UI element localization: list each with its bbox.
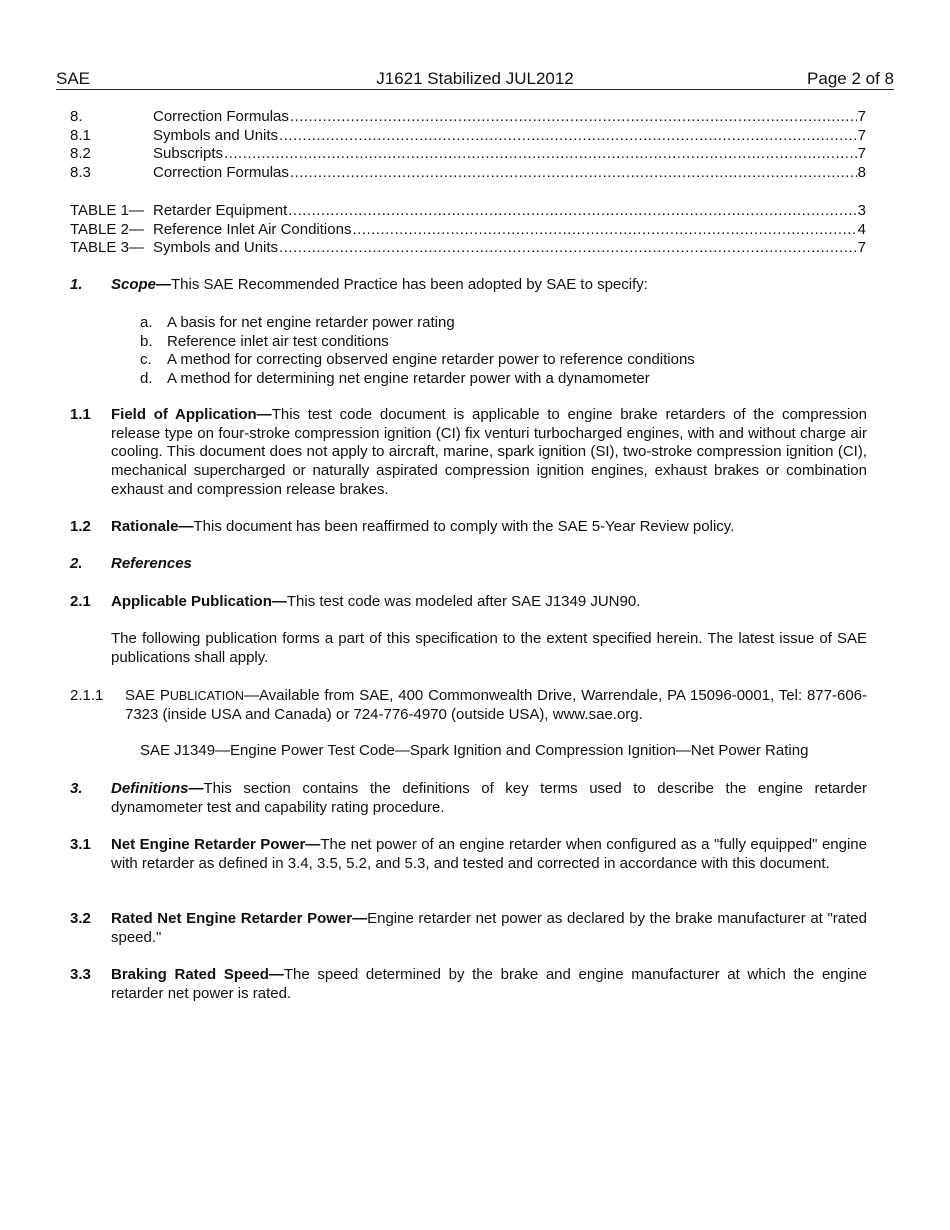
list-text: A method for correcting observed engine retarder power to reference conditions	[167, 351, 695, 369]
paragraph: The following publication forms a part of this specification to the extent specified herein. The latest issue of SAE publications shall apply.	[111, 630, 867, 666]
section-rated-net-engine-retarder-power	[70, 910, 867, 947]
toc-leader	[279, 239, 857, 258]
list-item	[140, 333, 695, 352]
toc-row	[70, 221, 866, 240]
section-title: Rationale—	[111, 518, 194, 535]
section-number: 3.3	[70, 966, 91, 983]
page-header	[56, 69, 894, 90]
list-text: A basis for net engine retarder power rating	[167, 314, 455, 331]
section-text: This test code document is applicable to engine brake retarders of the compression release type on four-stroke compression ignition (CI) fix venturi turbocharged engines, with and without charge air cooling. This document does not apply to aircraft, marine, spark ignition (SI), two-stroke compression ignition (CI), mechanical supercharged or naturally aspirated compression ignition engines, exhaust brakes or combination exhaust and compression release brakes.	[111, 406, 867, 498]
section-lead-smallcaps: UBLICATION	[169, 689, 244, 703]
section-number: 1.1	[70, 406, 91, 423]
section-scope	[70, 276, 867, 295]
toc-page: 7	[857, 145, 866, 163]
section-net-engine-retarder-power	[70, 836, 867, 873]
section-text: Engine retarder net power as declared by the brake manufacturer at "rated speed."	[111, 910, 867, 946]
toc-row	[70, 108, 866, 127]
toc-title: Correction Formulas	[153, 108, 289, 125]
toc-title: Reference Inlet Air Conditions	[153, 220, 352, 238]
section-field-of-application	[70, 406, 867, 500]
section-body	[111, 836, 867, 873]
toc-leader	[290, 164, 857, 183]
toc-leader	[224, 145, 857, 164]
toc-title: Subscripts	[153, 145, 224, 163]
toc-row	[70, 145, 866, 164]
section-text: —Available from SAE, 400 Commonwealth Drive, Warrendale, PA 15096-0001, Tel: 877-606-7323 (inside USA and Canada) or 724-776-4970 (outside USA), www.sae.org.	[125, 687, 868, 723]
toc-tables	[70, 202, 866, 258]
toc-num: TABLE 2—	[70, 220, 144, 238]
section-title: Field of Application—	[111, 406, 272, 423]
toc-num: TABLE 3—	[70, 239, 144, 257]
section-body	[111, 555, 867, 574]
toc-title: Retarder Equipment	[153, 202, 288, 219]
reference-item: SAE J1349—Engine Power Test Code—Spark Ignition and Compression Ignition—Net Power Rating	[140, 742, 809, 759]
section-number: 3.	[70, 780, 83, 797]
toc-leader	[288, 202, 856, 221]
section-number: 3.2	[70, 910, 91, 927]
section-title: Net Engine Retarder Power—	[111, 836, 321, 853]
toc-num: 8.1	[70, 126, 91, 144]
section-text: The net power of an engine retarder when configured as a "fully equipped" engine with retarder as defined in 3.4, 3.5, 5.2, and 5.3, and tested and corrected in accordance with this document.	[111, 836, 867, 872]
toc-page: 7	[857, 126, 866, 144]
section-references	[70, 555, 867, 574]
header-page-number: Page 2 of 8	[807, 69, 894, 88]
section-body	[111, 910, 867, 947]
toc-num: TABLE 1—	[70, 202, 144, 219]
list-marker: c.	[140, 351, 152, 369]
toc-page: 7	[857, 239, 866, 257]
toc-title: Correction Formulas	[153, 164, 289, 182]
section-text: This section contains the definitions of key terms used to describe the engine retarder dynamometer test and capability rating procedure.	[111, 780, 867, 816]
section-number: 2.1.1	[70, 687, 104, 704]
toc-page: 3	[857, 202, 866, 219]
section-body	[111, 518, 867, 537]
header-doc-id: J1621 Stabilized JUL2012	[376, 69, 574, 88]
toc-leader	[279, 127, 857, 146]
section-body	[111, 406, 867, 500]
toc-page: 8	[857, 164, 866, 182]
section-text: This SAE Recommended Practice has been adopted by SAE to specify:	[171, 276, 648, 293]
toc-leader	[352, 221, 856, 240]
list-item	[140, 314, 695, 333]
section-title: Applicable Publication—	[111, 593, 287, 610]
toc-page: 4	[857, 220, 866, 238]
section-body	[111, 593, 867, 612]
toc-title: Symbols and Units	[153, 126, 279, 144]
toc-row	[70, 127, 866, 146]
section-body	[111, 276, 867, 295]
list-text: A method for determining net engine retarder power with a dynamometer	[167, 370, 650, 388]
section-applicable-publication	[70, 593, 867, 612]
section-text: This document has been reaffirmed to comply with the SAE 5-Year Review policy.	[193, 518, 735, 535]
section-number: 2.	[70, 555, 83, 572]
list-item	[140, 351, 695, 370]
toc-row	[70, 202, 866, 221]
scope-list	[140, 314, 695, 389]
section-rationale	[70, 518, 867, 537]
section-number: 1.	[70, 276, 83, 293]
section-title: Rated Net Engine Retarder Power—	[111, 910, 368, 927]
toc-page: 7	[857, 108, 866, 125]
toc-num: 8.3	[70, 164, 91, 182]
section-number: 2.1	[70, 593, 91, 610]
list-marker: a.	[140, 314, 153, 331]
toc-num: 8.	[70, 108, 83, 125]
section-definitions	[70, 780, 867, 817]
section-body	[111, 966, 867, 1003]
toc-title: Symbols and Units	[153, 239, 279, 257]
section-number: 3.1	[70, 836, 91, 853]
header-org: SAE	[56, 69, 91, 88]
section-title: Scope—	[111, 276, 172, 293]
section-text: The speed determined by the brake and engine manufacturer at which the engine retarder net power is rated.	[111, 966, 868, 1002]
section-text: This test code was modeled after SAE J1349 JUN90.	[286, 593, 641, 610]
section-sae-publication	[70, 687, 867, 724]
section-title: Definitions—	[111, 780, 204, 797]
list-item	[140, 370, 695, 389]
section-title: References	[111, 555, 192, 572]
section-number: 1.2	[70, 518, 91, 535]
toc-row	[70, 239, 866, 258]
toc-leader	[290, 108, 857, 127]
section-braking-rated-speed	[70, 966, 867, 1003]
list-text: Reference inlet air test conditions	[167, 332, 389, 350]
section-lead: SAE P	[125, 687, 170, 704]
section-body	[125, 687, 867, 724]
toc-num: 8.2	[70, 145, 91, 163]
list-marker: d.	[140, 370, 153, 388]
section-body	[111, 780, 867, 817]
toc-sections	[70, 108, 866, 183]
list-marker: b.	[140, 332, 153, 350]
section-title: Braking Rated Speed—	[111, 966, 284, 983]
toc-row	[70, 164, 866, 183]
